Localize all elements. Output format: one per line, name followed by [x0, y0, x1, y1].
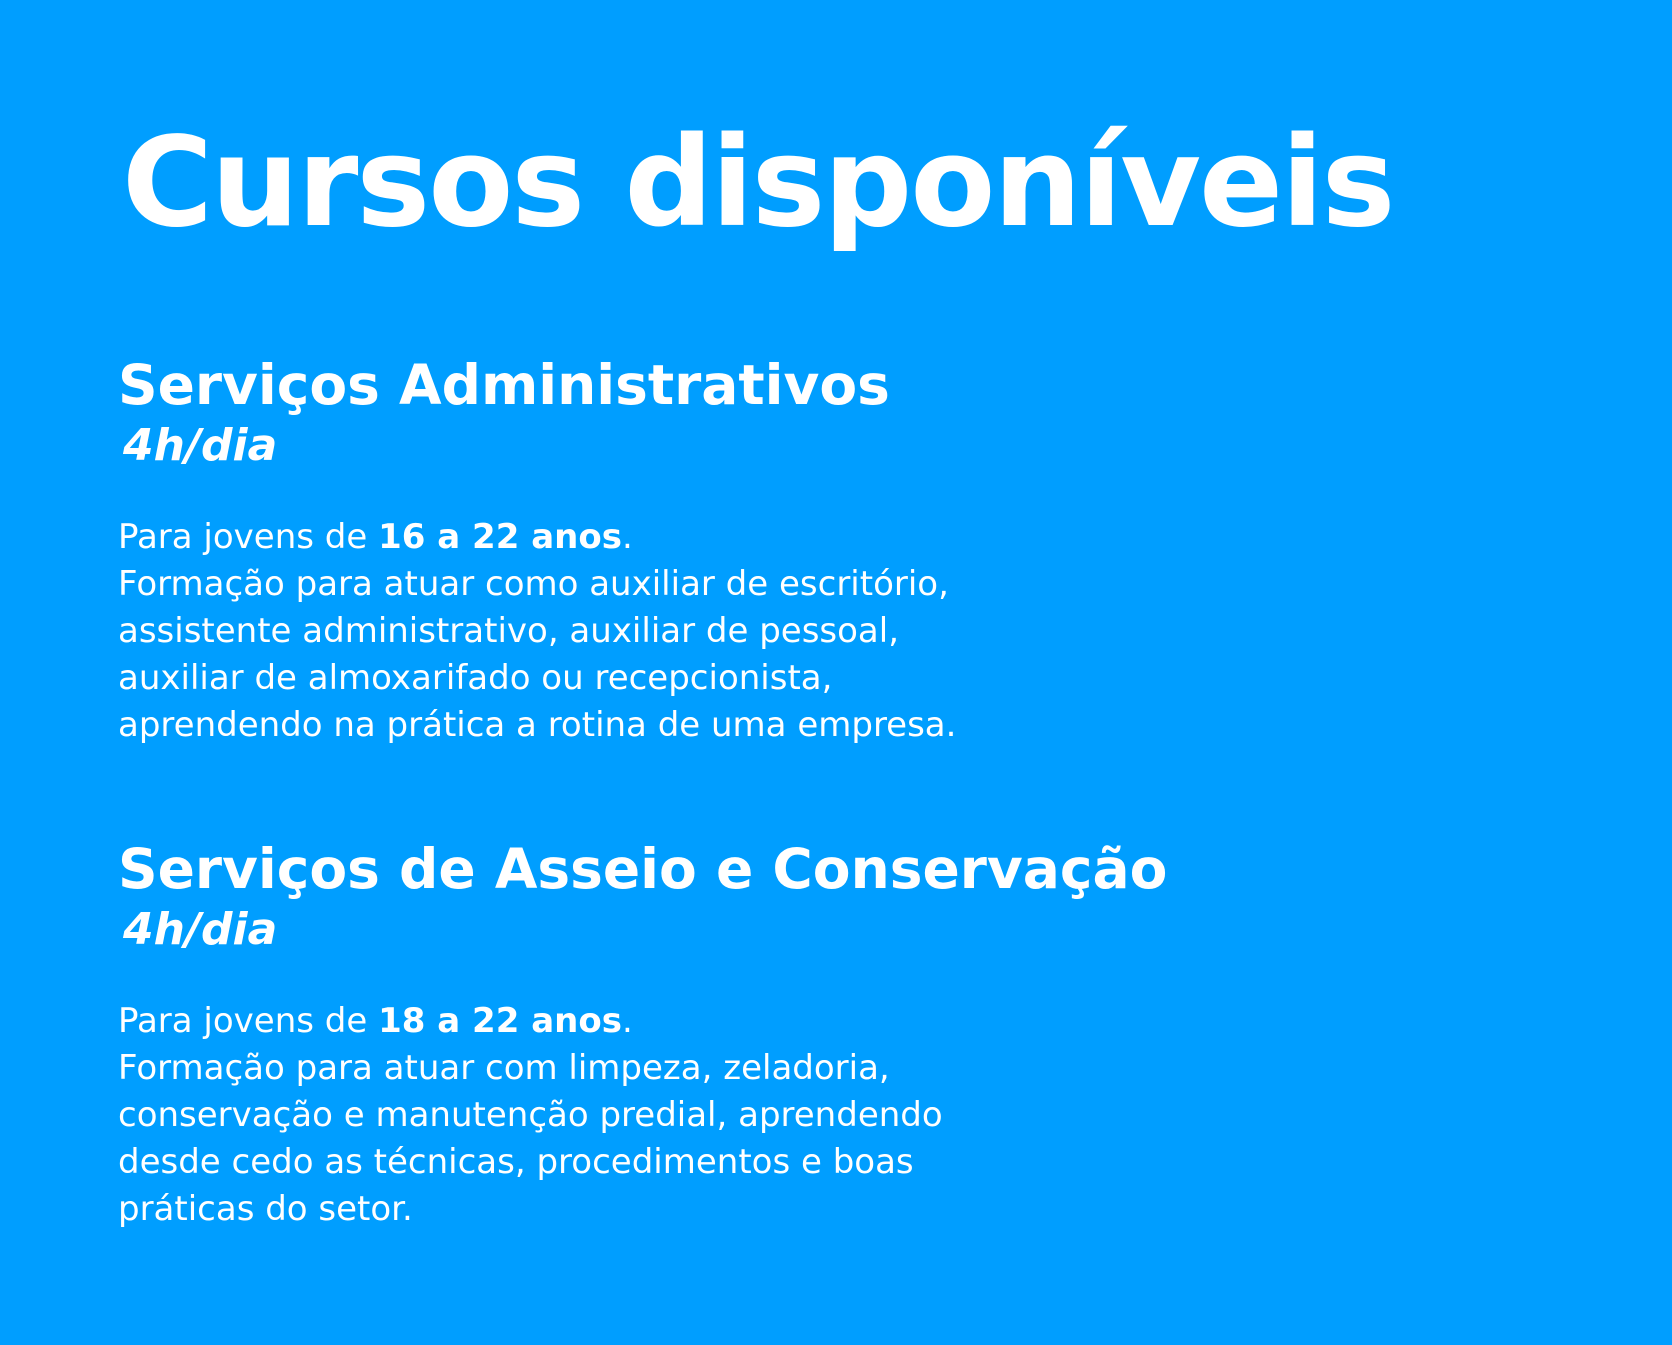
description-line: conservação e manutenção predial, aprendendo — [118, 1095, 943, 1135]
course-title: Serviços de Asseio e Conservação — [118, 837, 1168, 901]
age-prefix: Para jovens de — [118, 1001, 379, 1041]
description-line: assistente administrativo, auxiliar de pessoal, — [118, 611, 900, 651]
description-line: aprendendo na prática a rotina de uma empresa. — [118, 705, 957, 745]
age-range: 16 a 22 anos — [378, 517, 622, 557]
description-line: práticas do setor. — [118, 1189, 413, 1229]
course-hours: 4h/dia — [123, 904, 278, 955]
age-range: 18 a 22 anos — [378, 1001, 622, 1041]
age-prefix: Para jovens de — [118, 517, 379, 557]
description-line: auxiliar de almoxarifado ou recepcionista, — [118, 658, 833, 698]
description-line: desde cedo as técnicas, procedimentos e boas — [118, 1142, 914, 1182]
description-line: Formação para atuar com limpeza, zeladoria, — [118, 1048, 890, 1088]
course-description — [118, 514, 1418, 749]
course-card-administrativos — [118, 352, 1418, 749]
course-description — [118, 998, 1418, 1233]
course-title: Serviços Administrativos — [118, 353, 890, 417]
course-hours: 4h/dia — [123, 420, 278, 471]
course-age-line — [118, 514, 1418, 561]
page-title: Cursos disponíveis — [122, 111, 1394, 255]
description-line: Formação para atuar como auxiliar de escritório, — [118, 564, 949, 604]
age-suffix: . — [621, 1001, 633, 1041]
course-card-asseio-conservacao — [118, 836, 1418, 1233]
age-suffix: . — [621, 517, 633, 557]
course-age-line — [118, 998, 1418, 1045]
